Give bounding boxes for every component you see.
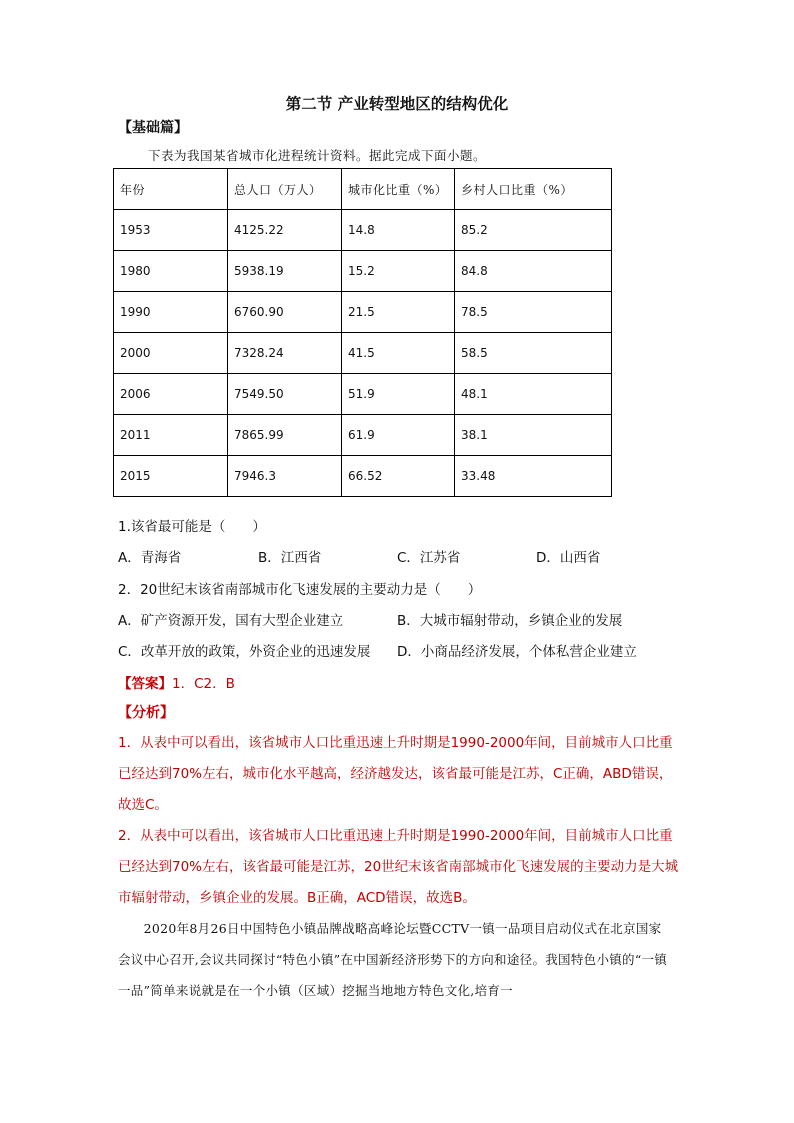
table-cell: 78.5 bbox=[455, 292, 612, 333]
table-intro: 下表为我国某省城市化进程统计资料。据此完成下面小题。 bbox=[148, 148, 487, 163]
analysis-paragraph-2: 2．从表中可以看出，该省城市人口比重迅速上升时期是1990-2000年间，目前城市人口比重已经达到70%左右，该省最可能是江苏，20世纪末该省南部城市化飞速发展的主要动力是大城市辐射带动，乡镇企业的发展。B正确，ACD错误，故选B。 bbox=[118, 828, 679, 906]
section-tag: 【基础篇】 bbox=[118, 120, 188, 136]
q1-option-b: B．江西省 bbox=[258, 550, 322, 566]
table-row bbox=[114, 210, 612, 251]
table-row bbox=[114, 415, 612, 456]
q2-option-b: B．大城市辐射带动，乡镇企业的发展 bbox=[397, 613, 623, 629]
table-row bbox=[114, 292, 612, 333]
q1-option-c: C．江苏省 bbox=[397, 550, 461, 566]
table-cell: 7328.24 bbox=[228, 333, 342, 374]
question-1-stem: 1.该省最可能是（ ） bbox=[118, 519, 266, 535]
table-header-cell: 年份 bbox=[114, 169, 228, 210]
table-header-row bbox=[114, 169, 612, 210]
q2-option-a: A．矿产资源开发，国有大型企业建立 bbox=[118, 613, 344, 629]
table-cell: 4125.22 bbox=[228, 210, 342, 251]
q2-option-c: C．改革开放的政策，外资企业的迅速发展 bbox=[118, 644, 371, 660]
table-header-cell: 城市化比重（%） bbox=[342, 169, 455, 210]
table-cell: 84.8 bbox=[455, 251, 612, 292]
table-cell: 85.2 bbox=[455, 210, 612, 251]
table-row bbox=[114, 456, 612, 497]
table-cell: 51.9 bbox=[342, 374, 455, 415]
table-cell: 66.52 bbox=[342, 456, 455, 497]
answer-line bbox=[118, 672, 235, 692]
table-cell: 21.5 bbox=[342, 292, 455, 333]
table-cell: 41.5 bbox=[342, 333, 455, 374]
table-cell: 7946.3 bbox=[228, 456, 342, 497]
table-cell: 15.2 bbox=[342, 251, 455, 292]
table-cell: 1980 bbox=[114, 251, 228, 292]
table-cell: 1990 bbox=[114, 292, 228, 333]
table-cell: 7549.50 bbox=[228, 374, 342, 415]
table-header-cell: 总人口（万人） bbox=[228, 169, 342, 210]
analysis-paragraph-1: 1．从表中可以看出，该省城市人口比重迅速上升时期是1990-2000年间，目前城市人口比重已经达到70%左右，城市化水平越高，经济越发达，该省最可能是江苏，C正确，ABD错误，故选C。 bbox=[118, 735, 673, 813]
q1-option-a: A．青海省 bbox=[118, 550, 182, 566]
table-cell: 5938.19 bbox=[228, 251, 342, 292]
table-cell: 33.48 bbox=[455, 456, 612, 497]
table-cell: 58.5 bbox=[455, 333, 612, 374]
table-cell: 48.1 bbox=[455, 374, 612, 415]
table-cell: 14.8 bbox=[342, 210, 455, 251]
page-title: 第二节 产业转型地区的结构优化 bbox=[285, 94, 509, 113]
table-row bbox=[114, 251, 612, 292]
table-cell: 2006 bbox=[114, 374, 228, 415]
answer-text: 1．C2．B bbox=[172, 676, 235, 692]
table-cell: 6760.90 bbox=[228, 292, 342, 333]
answer-label: 【答案】 bbox=[118, 676, 172, 692]
question-2-stem: 2．20世纪末该省南部城市化飞速发展的主要动力是（ ） bbox=[118, 582, 482, 598]
q2-option-d: D．小商品经济发展，个体私营企业建立 bbox=[397, 644, 637, 660]
table-row bbox=[114, 374, 612, 415]
table-cell: 1953 bbox=[114, 210, 228, 251]
analysis-label: 【分析】 bbox=[118, 705, 174, 721]
q1-option-d: D．山西省 bbox=[536, 550, 601, 566]
urbanization-table bbox=[113, 168, 612, 497]
table-header-cell: 乡村人口比重（%） bbox=[455, 169, 612, 210]
table-cell: 2000 bbox=[114, 333, 228, 374]
table-cell: 2011 bbox=[114, 415, 228, 456]
reading-passage: 2020年8月26日中国特色小镇品牌战略高峰论坛暨CCTV一镇一品项目启动仪式在北京国家会议中心召开,会议共同探讨“特色小镇”在中国新经济形势下的方向和途径。我国特色小镇的“一镇一品”简单来说就是在一个小镇（区域）挖掘当地地方特色文化,培育一 bbox=[118, 921, 668, 998]
table-cell: 2015 bbox=[114, 456, 228, 497]
table-cell: 38.1 bbox=[455, 415, 612, 456]
table-cell: 61.9 bbox=[342, 415, 455, 456]
table-cell: 7865.99 bbox=[228, 415, 342, 456]
table-row bbox=[114, 333, 612, 374]
